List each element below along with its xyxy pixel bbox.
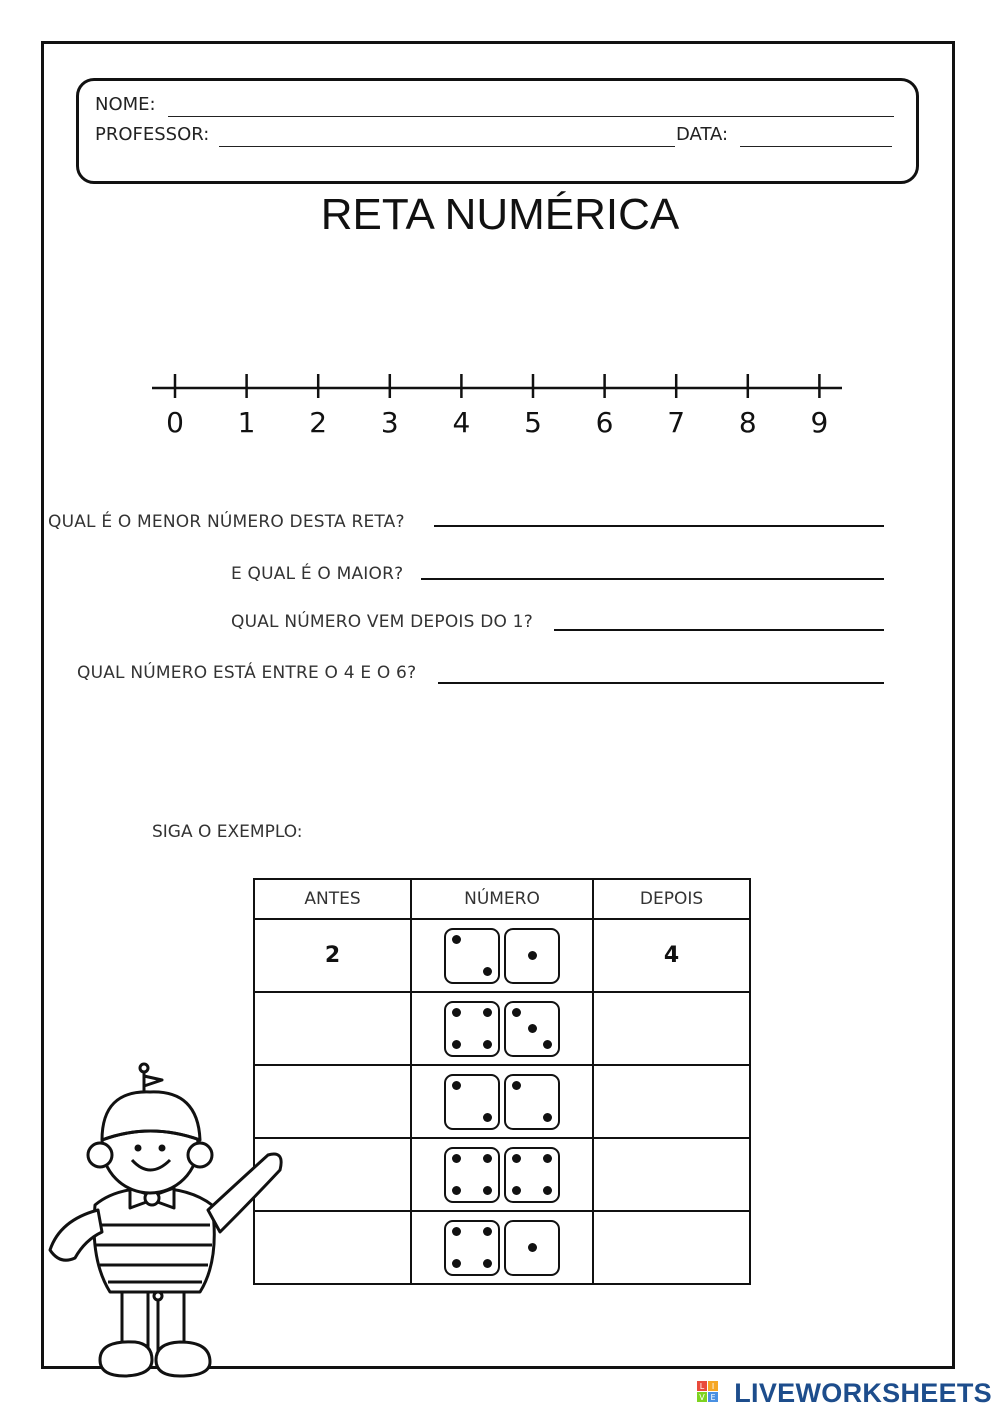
- die-1-icon: [504, 1220, 560, 1276]
- die-2-icon: [444, 928, 500, 984]
- number-line: [0, 368, 1000, 438]
- numero-dice-cell: [411, 1065, 593, 1138]
- die-pip: [483, 1227, 492, 1236]
- number-line-label-9: 9: [810, 406, 829, 438]
- die-pip: [528, 1024, 537, 1033]
- brand-watermark: LIVEWORKSHEETS: [734, 1378, 992, 1408]
- question-3: QUAL NÚMERO VEM DEPOIS DO 1?: [231, 612, 533, 632]
- numero-dice-cell: [411, 992, 593, 1065]
- die-1-icon: [504, 928, 560, 984]
- die-pip: [483, 1113, 492, 1122]
- page-title: RETA NUMÉRICA: [320, 190, 680, 239]
- table-row: [254, 1211, 750, 1284]
- depois-cell[interactable]: [593, 1065, 750, 1138]
- name-field[interactable]: [168, 116, 894, 117]
- liveworksheets-logo-icon: [697, 1381, 719, 1403]
- die-pip: [483, 1259, 492, 1268]
- number-line-label-6: 6: [595, 406, 614, 438]
- table-row: [254, 992, 750, 1065]
- die-4-icon: [444, 1147, 500, 1203]
- die-pip: [543, 1186, 552, 1195]
- header-numero: NÚMERO: [411, 879, 593, 919]
- die-pip: [483, 1186, 492, 1195]
- die-pip: [543, 1154, 552, 1163]
- die-pip: [452, 1008, 461, 1017]
- date-field[interactable]: [740, 146, 892, 147]
- die-pip: [452, 1040, 461, 1049]
- exercise-instruction: SIGA O EXEMPLO:: [152, 822, 303, 842]
- logo-letter: I: [711, 1382, 715, 1391]
- table-row: [254, 1065, 750, 1138]
- numero-dice-cell: [411, 1211, 593, 1284]
- die-3-icon: [504, 1001, 560, 1057]
- die-pip: [452, 1081, 461, 1090]
- die-pip: [512, 1081, 521, 1090]
- number-line-label-1: 1: [237, 406, 256, 438]
- answer-1-line[interactable]: [434, 525, 884, 527]
- die-pip: [452, 935, 461, 944]
- teacher-label: PROFESSOR:: [95, 124, 210, 145]
- number-line-label-3: 3: [380, 406, 399, 438]
- die-pip: [543, 1113, 552, 1122]
- numero-dice-cell: [411, 919, 593, 992]
- die-4-icon: [504, 1147, 560, 1203]
- logo-letter: L: [699, 1382, 705, 1391]
- die-pip: [512, 1186, 521, 1195]
- depois-cell[interactable]: [593, 1138, 750, 1211]
- antes-depois-table: [253, 878, 751, 1285]
- answer-4-line[interactable]: [438, 682, 884, 684]
- teacher-field[interactable]: [219, 146, 675, 147]
- numero-dice-cell: [411, 1138, 593, 1211]
- question-1: QUAL É O MENOR NÚMERO DESTA RETA?: [48, 512, 405, 532]
- die-pip: [452, 1186, 461, 1195]
- antes-cell: 2: [254, 919, 411, 992]
- die-pip: [512, 1008, 521, 1017]
- die-pip: [452, 1154, 461, 1163]
- die-pip: [483, 1154, 492, 1163]
- die-pip: [483, 967, 492, 976]
- logo-letter: E: [710, 1393, 716, 1402]
- die-4-icon: [444, 1220, 500, 1276]
- die-4-icon: [444, 1001, 500, 1057]
- depois-cell[interactable]: [593, 992, 750, 1065]
- die-pip: [528, 951, 537, 960]
- question-2: E QUAL É O MAIOR?: [231, 564, 404, 584]
- boy-illustration: [40, 1060, 300, 1390]
- number-line-label-2: 2: [309, 406, 328, 438]
- die-pip: [512, 1154, 521, 1163]
- table-row: [254, 1138, 750, 1211]
- number-line-label-4: 4: [452, 406, 471, 438]
- answer-3-line[interactable]: [554, 629, 884, 631]
- date-label: DATA:: [676, 124, 729, 145]
- header-antes: ANTES: [254, 879, 411, 919]
- die-pip: [452, 1227, 461, 1236]
- table-row: [254, 919, 750, 992]
- die-pip: [452, 1259, 461, 1268]
- name-label: NOME:: [95, 94, 156, 115]
- question-4: QUAL NÚMERO ESTÁ ENTRE O 4 E O 6?: [77, 663, 417, 683]
- answer-2-line[interactable]: [421, 578, 884, 580]
- logo-letter: V: [699, 1393, 705, 1402]
- die-2-icon: [504, 1074, 560, 1130]
- antes-cell[interactable]: [254, 992, 411, 1065]
- die-pip: [483, 1008, 492, 1017]
- number-line-label-5: 5: [524, 406, 542, 438]
- die-pip: [543, 1040, 552, 1049]
- number-line-label-8: 8: [738, 406, 757, 438]
- die-pip: [528, 1243, 537, 1252]
- depois-cell: 4: [593, 919, 750, 992]
- die-pip: [483, 1040, 492, 1049]
- number-line-label-7: 7: [667, 406, 686, 438]
- die-2-icon: [444, 1074, 500, 1130]
- depois-cell[interactable]: [593, 1211, 750, 1284]
- number-line-label-0: 0: [166, 406, 184, 438]
- header-depois: DEPOIS: [593, 879, 750, 919]
